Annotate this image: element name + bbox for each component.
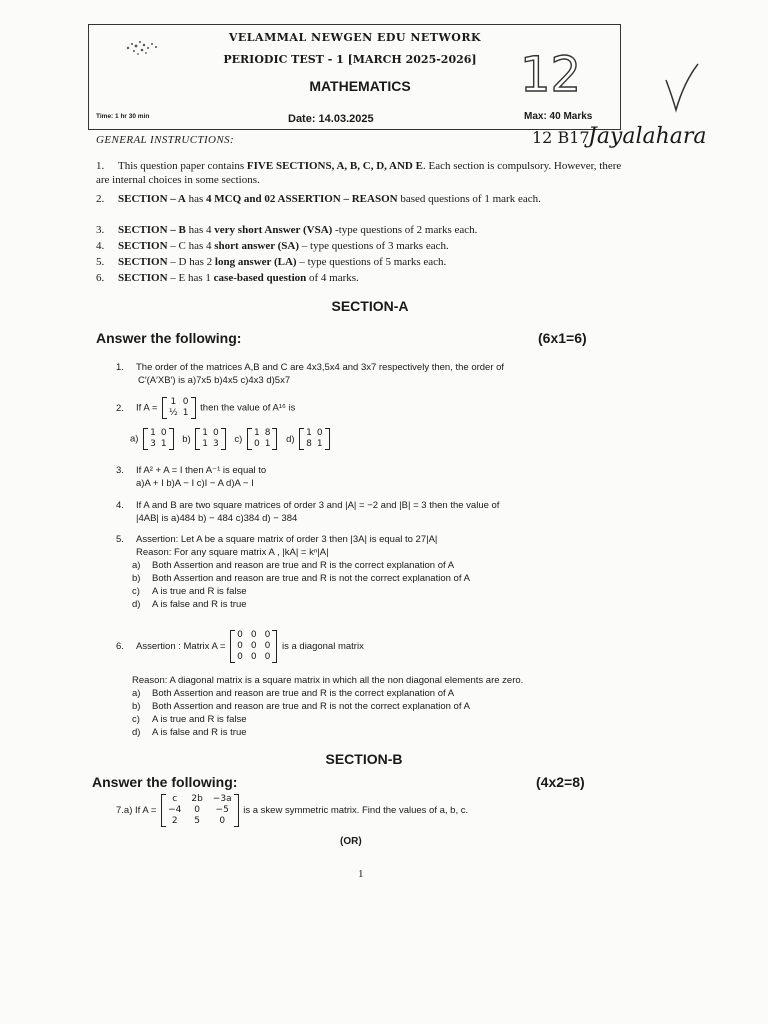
option-a-matrix: 1 0 3 1 (143, 428, 173, 450)
question-5: 5. Assertion: Let A be a square matrix of order 3 then |3A| is equal to 27|A| Reason: For any square matrix A , |kA| = kⁿ|A| a) Both Assertion and reason are true and R is the correct explanation of A b) Both Assertion and reason are true and R is not the correct explanation of A c) A is true and R is false d) A is false and R is true (116, 533, 656, 611)
option-d: d) A is false and R is true (132, 599, 247, 610)
option-b: b) Both Assertion and reason are true and R is not the correct explanation of A (132, 701, 470, 712)
question-2: 2. If A = 1 0 ½ 1 then the value of A¹⁶ is (116, 397, 296, 418)
option-c: c) A is true and R is false (132, 714, 247, 725)
instruction-5: 5. SECTION – D has 2 long answer (LA) – type questions of 5 marks each. (96, 256, 447, 268)
instruction-1: 1. This question paper contains FIVE SECTIONS, A, B, C, D, AND E. Each section is compulsory. However, there are internal choices in some sections. (96, 160, 622, 186)
time-allowed: Time: 1 hr 30 min (96, 113, 150, 120)
section-a-heading: Answer the following: (96, 330, 242, 346)
school-logo (118, 34, 168, 64)
section-b-heading: Answer the following: (92, 774, 238, 790)
q7-matrix: c 2b −3a −4 0 −5 2 5 0 (161, 794, 239, 827)
org-name: VELAMMAL NEWGEN EDU NETWORK (228, 31, 482, 44)
question-7a: 7.a) If A = c 2b −3a −4 0 −5 2 5 0 is a skew symmetric matrix. Find the values of a, b, c. (116, 794, 469, 826)
subject-title: MATHEMATICS (309, 78, 411, 94)
exam-date: Date: 14.03.2025 (288, 113, 374, 125)
section-b-marks: (4x2=8) (536, 774, 585, 790)
option-c-matrix: 1 8 0 1 (247, 428, 277, 450)
section-a-marks: (6x1=6) (538, 330, 587, 346)
question-2-options: a) 1 0 3 1 b) 1 0 1 3 c) 1 8 0 1 d) 1 0 8 1 (130, 428, 332, 450)
checkmark-icon (662, 58, 702, 123)
handwritten-name: Jayalahara (588, 124, 707, 149)
question-6-reason: Reason: A diagonal matrix is a square matrix in which all the non diagonal elements are zero. a) Both Assertion and reason are true and R is the correct explanation of A b) Both Assertion and reason are true and R is not the correct explanation of A c) A is true and R is false d) A is false and R is true (132, 674, 652, 739)
question-1: 1. The order of the matrices A,B and C are 4x3,5x4 and 3x7 respectively then, the order of C′(A′XB′) is a)7x5 b)4x5 c)4x3 d)5x7 (116, 362, 505, 386)
question-4: 4. If A and B are two square matrices of order 3 and |A| = −2 and |B| = 3 then the value of |4AB| is a)484 b) − 484 c)384 d) − 384 (116, 500, 500, 524)
grade-label: 12 (520, 47, 582, 103)
option-d-matrix: 1 0 8 1 (299, 428, 329, 450)
q6-matrix: 0 0 0 0 0 0 0 0 0 (230, 630, 277, 663)
option-a: a) Both Assertion and reason are true and R is the correct explanation of A (132, 560, 455, 571)
q2-matrix: 1 0 ½ 1 (162, 397, 195, 419)
section-b-title: SECTION-B (325, 751, 403, 767)
option-b-matrix: 1 0 1 3 (195, 428, 225, 450)
section-a-title: SECTION-A (331, 298, 409, 314)
option-a: a) Both Assertion and reason are true and R is the correct explanation of A (132, 688, 455, 699)
option-b: b) Both Assertion and reason are true and R is not the correct explanation of A (132, 573, 470, 584)
instruction-6: 6. SECTION – E has 1 case-based question of 4 marks. (96, 272, 359, 284)
option-d: d) A is false and R is true (132, 727, 247, 738)
handwritten-section: 12 B17 (532, 128, 590, 147)
question-number: 1. (116, 362, 124, 373)
test-name: PERIODIC TEST - 1 [MARCH 2025-2026] (223, 53, 477, 66)
page-number: 1 (358, 868, 364, 880)
or-separator: (OR) (340, 836, 362, 847)
option-c: c) A is true and R is false (132, 586, 247, 597)
instruction-4: 4. SECTION – C has 4 short answer (SA) – type questions of 3 marks each. (96, 240, 449, 252)
question-3: 3. If A² + A = I then A⁻¹ is equal to a)A + I b)A − I c)I − A d)A − I (116, 465, 267, 489)
instruction-3: 3. SECTION – B has 4 very short Answer (VSA) -type questions of 2 marks each. (96, 224, 478, 236)
instruction-2: 2. SECTION – A has 4 MCQ and 02 ASSERTION – REASON based questions of 1 mark each. (96, 193, 541, 205)
instruction-number: 1. (96, 160, 105, 172)
max-marks: Max: 40 Marks (524, 111, 593, 122)
question-6: 6. Assertion : Matrix A = 0 0 0 0 0 0 0 0 0 is a diagonal matrix (116, 630, 364, 662)
instructions-title: GENERAL INSTRUCTIONS: (96, 134, 235, 146)
